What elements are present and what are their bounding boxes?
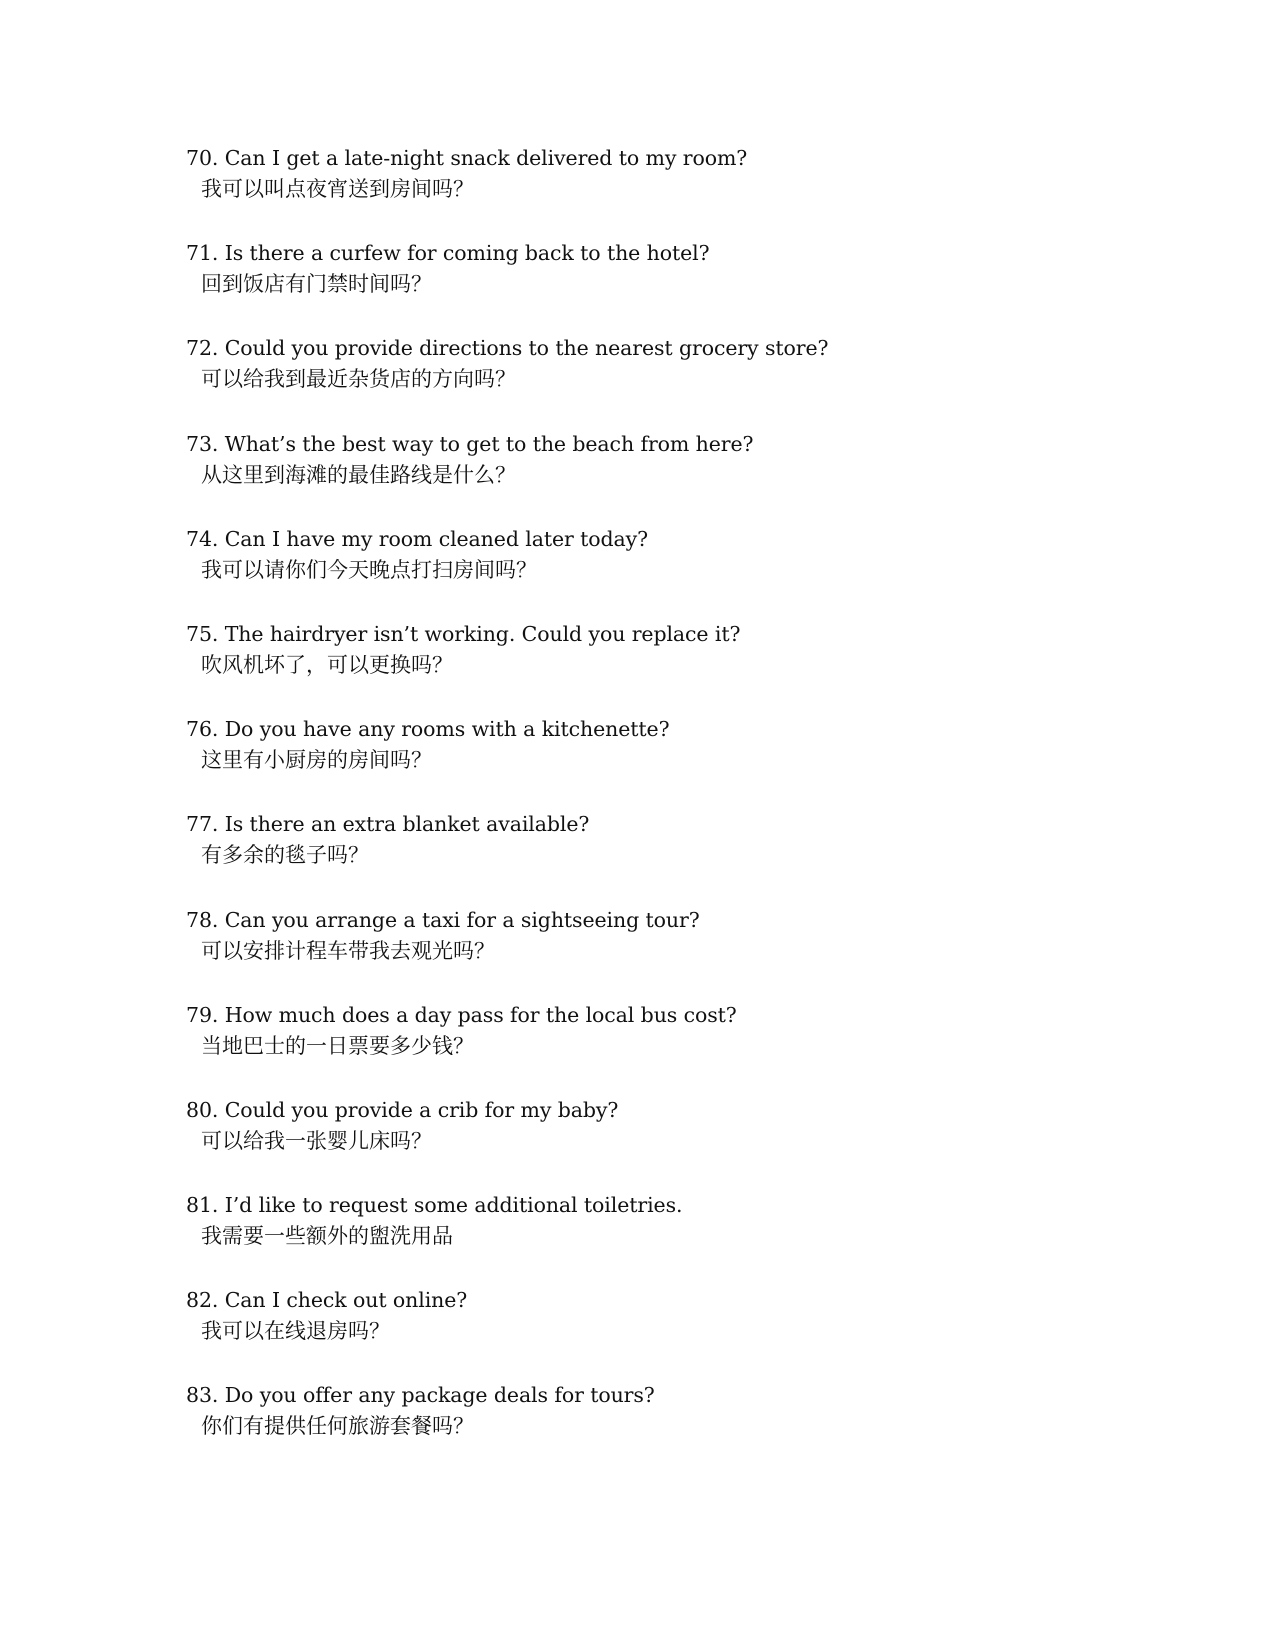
english-question: 75. The hairdryer isn’t working. Could you replace it? — [186, 621, 741, 646]
list-item — [186, 618, 1086, 713]
english-question: 73. What’s the best way to get to the beach from here? — [186, 431, 754, 456]
chinese-translation: 当地巴士的一日票要多少钱？ — [201, 1033, 474, 1058]
chinese-translation: 吹风机坏了，可以更换吗？ — [201, 652, 453, 677]
list-item — [186, 999, 1086, 1094]
chinese-translation: 从这里到海滩的最佳路线是什么？ — [201, 462, 516, 487]
chinese-translation: 我需要一些额外的盥洗用品 — [201, 1224, 453, 1249]
list-item — [186, 523, 1086, 618]
chinese-translation: 有多余的毯子吗？ — [201, 843, 369, 868]
chinese-translation: 这里有小厨房的房间吗？ — [201, 748, 432, 773]
list-item — [186, 1284, 1086, 1379]
english-question: 81. I’d like to request some additional toiletries. — [186, 1193, 683, 1218]
list-item — [186, 1189, 1086, 1284]
chinese-translation: 可以安排计程车带我去观光吗？ — [201, 938, 495, 963]
list-item — [186, 428, 1086, 523]
english-question: 71. Is there a curfew for coming back to the hotel? — [186, 241, 710, 266]
english-question: 76. Do you have any rooms with a kitchenette? — [186, 717, 670, 742]
list-item — [186, 237, 1086, 332]
english-question: 74. Can I have my room cleaned later today? — [186, 526, 649, 551]
english-question: 70. Can I get a late-night snack delivered to my room? — [186, 146, 748, 170]
chinese-translation: 我可以叫点夜宵送到房间吗？ — [201, 177, 474, 201]
chinese-translation: 回到饭店有门禁时间吗？ — [201, 272, 432, 297]
english-question: 83. Do you offer any package deals for tours? — [186, 1383, 655, 1408]
chinese-translation: 你们有提供任何旅游套餐吗？ — [201, 1414, 474, 1439]
chinese-translation: 我可以请你们今天晚点打扫房间吗？ — [201, 557, 537, 582]
english-question: 79. How much does a day pass for the local bus cost? — [186, 1002, 737, 1027]
english-question: 78. Can you arrange a taxi for a sightseeing tour? — [186, 907, 700, 932]
list-item — [186, 1379, 1086, 1474]
list-item — [186, 904, 1086, 999]
chinese-translation: 我可以在线退房吗？ — [201, 1319, 390, 1344]
list-item — [186, 713, 1086, 808]
list-item — [186, 808, 1086, 903]
phrase-list — [186, 142, 1086, 1475]
english-question: 80. Could you provide a crib for my baby? — [186, 1097, 619, 1122]
english-question: 82. Can I check out online? — [186, 1288, 468, 1313]
chinese-translation: 可以给我一张婴儿床吗？ — [201, 1128, 432, 1153]
english-question: 77. Is there an extra blanket available? — [186, 812, 590, 837]
list-item — [186, 142, 1086, 237]
english-question: 72. Could you provide directions to the nearest grocery store? — [186, 336, 829, 361]
chinese-translation: 可以给我到最近杂货店的方向吗？ — [201, 367, 516, 392]
list-item — [186, 332, 1086, 427]
list-item — [186, 1094, 1086, 1189]
